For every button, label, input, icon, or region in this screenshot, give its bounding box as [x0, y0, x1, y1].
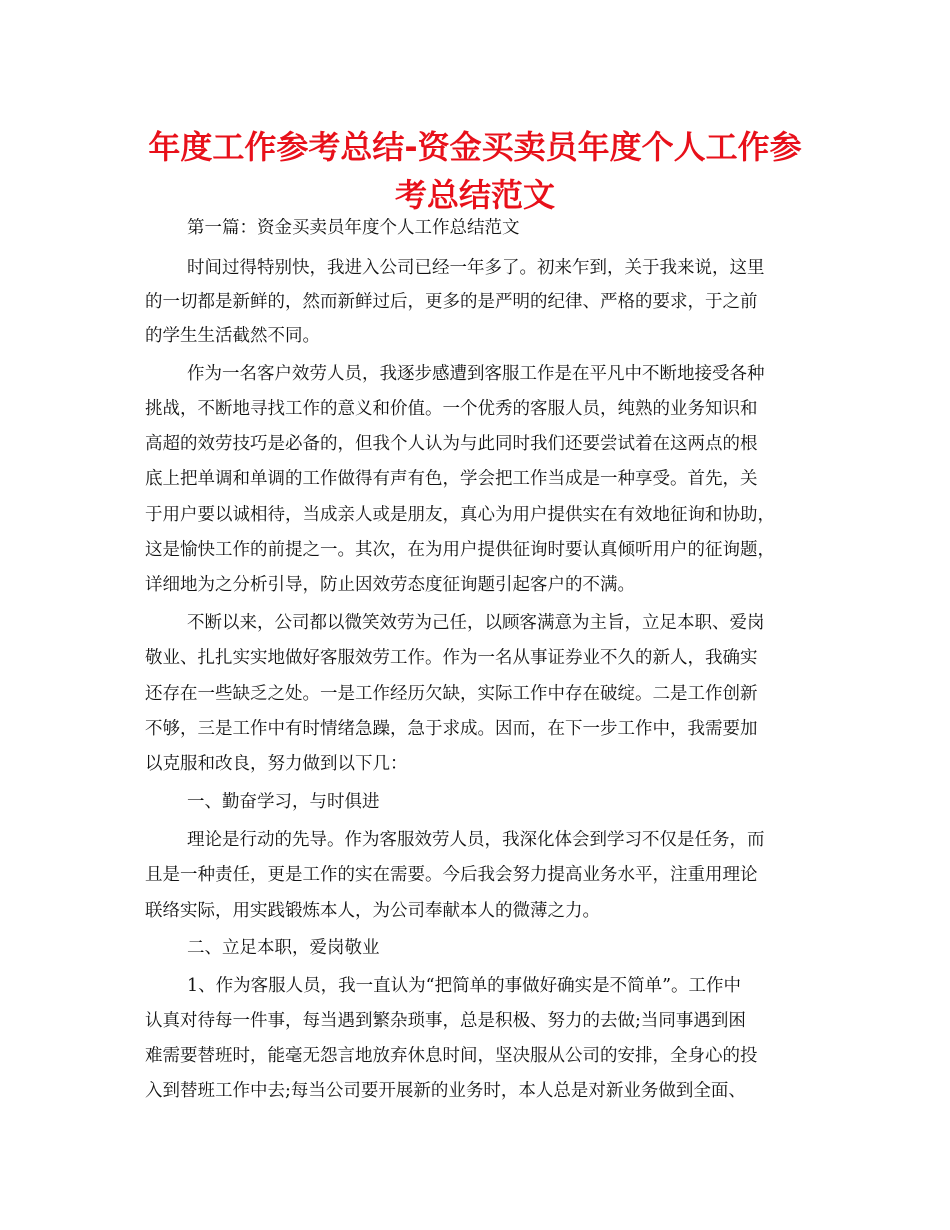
section-heading: 第一篇：资金买卖员年度个人工作总结范文	[187, 218, 520, 238]
paragraph-line: 于用户要以诚相待，当成亲人或是朋友，真心为用户提供实在有效地征询和协助，	[145, 505, 775, 525]
paragraph-line: 入到替班工作中去;每当公司要开展新的业务时，本人总是对新业务做到全面、	[145, 1081, 746, 1101]
paragraph-line: 底上把单调和单调的工作做得有声有色，学会把工作当成是一种享受。首先，关	[145, 469, 758, 489]
document-title-line-1: 年度工作参考总结-资金买卖员年度个人工作参	[148, 128, 802, 166]
paragraph-line: 还存在一些缺乏之处。一是工作经历欠缺，实际工作中存在破绽。二是工作创新	[145, 684, 758, 704]
paragraph-line: 认真对待每一件事，每当遇到繁杂琐事，总是积极、努力的去做;当同事遇到困	[145, 1011, 746, 1031]
paragraph-line: 这是愉快工作的前提之一。其次，在为用户提供征询时要认真倾听用户的征询题，	[145, 540, 775, 560]
paragraph-line: 时间过得特别快，我进入公司已经一年多了。初来乍到，关于我来说，这里	[187, 258, 765, 278]
paragraph-line: 不够，三是工作中有时情绪急躁，急于求成。因而，在下一步工作中，我需要加	[145, 719, 758, 739]
paragraph-line: 高超的效劳技巧是必备的，但我个人认为与此同时我们还要尝试着在这两点的根	[145, 434, 758, 454]
paragraph-line: 挑战，不断地寻找工作的意义和价值。一个优秀的客服人员，纯熟的业务知识和	[145, 399, 758, 419]
paragraph-line: 的一切都是新鲜的，然而新鲜过后，更多的是严明的纪律、严格的要求，于之前	[145, 292, 758, 312]
subheading: 一、勤奋学习，与时俱进	[187, 792, 380, 812]
paragraph-line: 敬业、扎扎实实地做好客服效劳工作。作为一名从事证券业不久的新人，我确实	[145, 648, 758, 668]
paragraph-line: 以克服和改良，努力做到以下几：	[145, 754, 408, 774]
paragraph-line: 联络实际，用实践锻炼本人，为公司奉献本人的微薄之力。	[145, 901, 600, 921]
paragraph-line: 不断以来，公司都以微笑效劳为己任，以顾客满意为主旨，立足本职、爱岗	[187, 613, 765, 633]
paragraph-line: 理论是行动的先导。作为客服效劳人员，我深化体会到学习不仅是任务，而	[187, 830, 765, 850]
paragraph-line: 作为一名客户效劳人员，我逐步感遭到客服工作是在平凡中不断地接受各种	[187, 364, 765, 384]
paragraph-line: 详细地为之分析引导，防止因效劳态度征询题引起客户的不满。	[145, 575, 635, 595]
paragraph-line: 1、作为客服人员，我一直认为“把简单的事做好确实是不简单”。工作中	[187, 976, 742, 996]
paragraph-line: 的学生生活截然不同。	[145, 326, 320, 346]
document-title-line-2: 考总结范文	[394, 176, 555, 214]
paragraph-line: 难需要替班时，能毫无怨言地放弃休息时间，坚决服从公司的安排，全身心的投	[145, 1046, 758, 1066]
paragraph-line: 且是一种责任，更是工作的实在需要。今后我会努力提高业务水平，注重用理论	[145, 865, 758, 885]
subheading: 二、立足本职，爱岗敬业	[187, 938, 380, 958]
